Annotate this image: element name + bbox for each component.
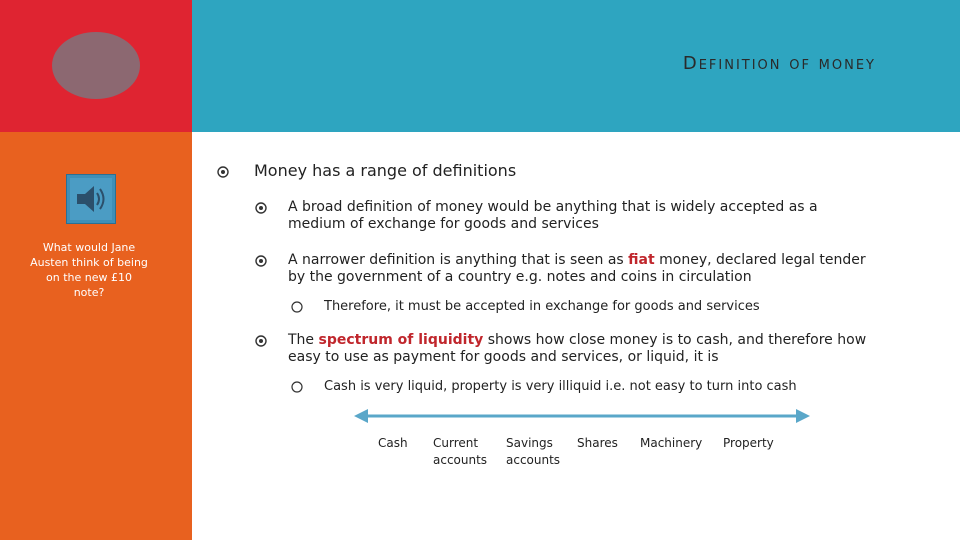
bullet-icon	[254, 200, 268, 214]
bullet-icon	[254, 333, 268, 347]
spectrum-label-current-accounts: Current accounts	[433, 436, 488, 467]
decorative-oval	[52, 32, 140, 99]
bullet-icon	[254, 253, 268, 267]
sub-bullet-icon	[290, 379, 304, 393]
spectrum-label-machinery: Machinery	[640, 436, 703, 450]
point2-sub: Therefore, it must be accepted in exchange for goods and services	[324, 299, 760, 314]
point-narrow-definition	[288, 252, 868, 286]
point3-sub: Cash is very liquid, property is very illiquid i.e. not easy to turn into cash	[324, 379, 797, 394]
spectrum-label-property: Property	[723, 436, 774, 450]
main-point: Money has a range of definitions	[254, 161, 517, 180]
point-spectrum	[288, 332, 882, 366]
sub-bullet-icon	[290, 299, 304, 313]
point2-text-post: money, declared legal tender by the government of a country e.g. notes and coins in circulation	[288, 252, 866, 285]
point-broad-definition: A broad definition of money would be anything that is widely accepted as a medium of exchange for goods and services	[288, 199, 818, 232]
bullet-icon	[216, 164, 230, 178]
spectrum-label-cash: Cash	[378, 436, 408, 450]
spectrum-highlight: spectrum of liquidity	[318, 332, 484, 348]
point3-text-post: shows how close money is to cash, and therefore how easy to use as payment for goods and services, or liquid, it is	[288, 332, 867, 365]
spectrum-label-savings-accounts: Savings accounts	[506, 436, 561, 467]
fiat-highlight: fiat	[628, 252, 655, 268]
side-caption: What would Jane Austen think of being on the new £10 note?	[30, 241, 148, 299]
point2-text-pre: A narrower definition is anything that is seen as	[288, 252, 624, 268]
speaker-icon[interactable]	[66, 174, 116, 224]
point3-text-pre: The	[288, 332, 315, 348]
spectrum-label-shares: Shares	[577, 436, 618, 450]
liquidity-spectrum-arrow	[354, 404, 810, 428]
slide-title: Definition of money	[682, 53, 876, 74]
